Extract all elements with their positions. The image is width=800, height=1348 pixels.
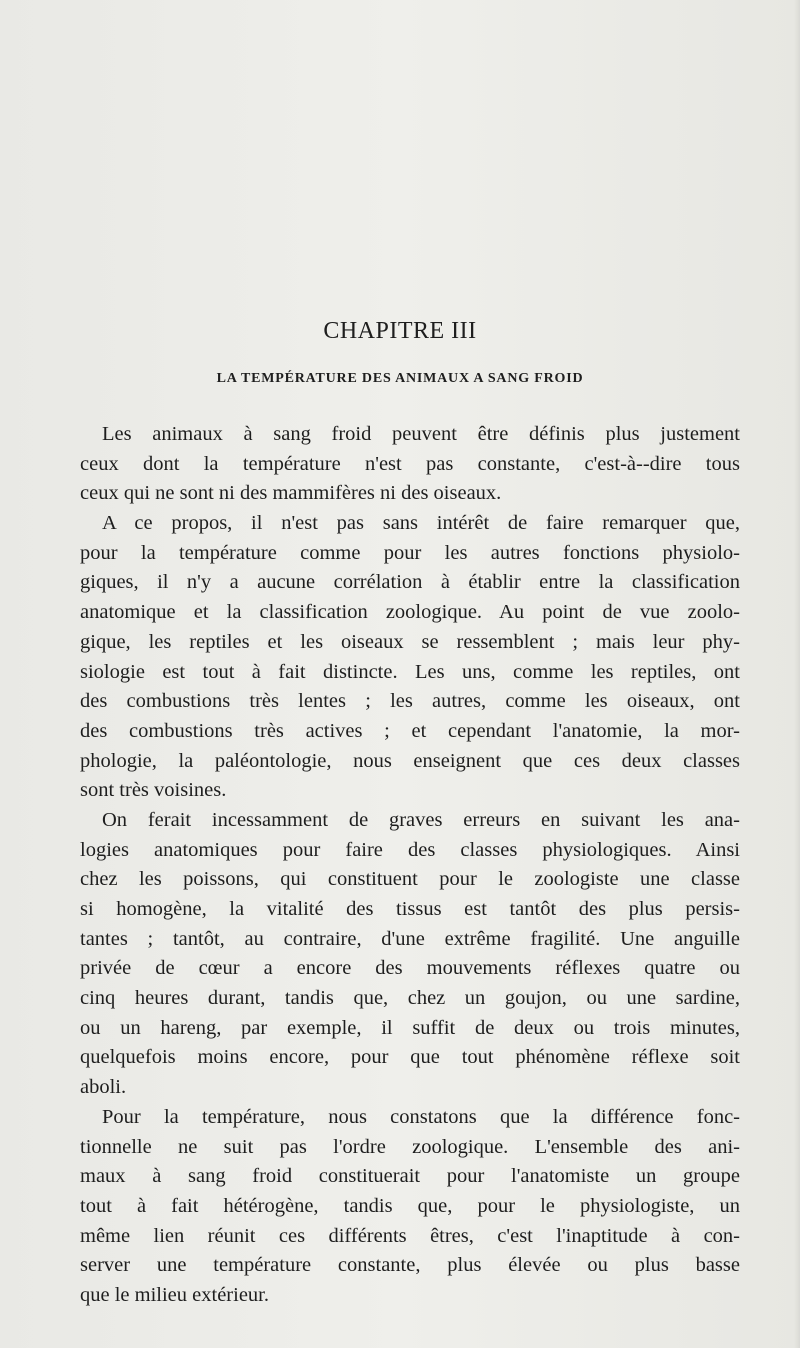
text-line: logies anatomiques pour faire des classes physiologiques. Ainsi: [80, 838, 740, 861]
text-line: ceux qui ne sont ni des mammifères ni des oiseaux.: [80, 482, 502, 505]
text-line: pour la température comme pour les autres fonctions physiolo-: [80, 541, 740, 564]
text-line: giques, il n'y a aucune corrélation à établir entre la classification: [80, 571, 740, 594]
text-line: cinq heures durant, tandis que, chez un goujon, ou une sardine,: [80, 987, 740, 1010]
text-line: On ferait incessamment de graves erreurs en suivant les ana-: [102, 808, 740, 831]
text-line: des combustions très actives ; et cependant l'anatomie, la mor-: [80, 719, 740, 742]
text-line: même lien réunit ces différents êtres, c'est l'inaptitude à con-: [80, 1224, 740, 1247]
page-edge-shadow: [794, 0, 800, 1348]
text-line: phologie, la paléontologie, nous enseignent que ces deux classes: [80, 749, 740, 772]
text-line: que le milieu extérieur.: [80, 1283, 269, 1306]
text-line: des combustions très lentes ; les autres, comme les oiseaux, ont: [80, 690, 740, 713]
chapter-title: CHAPITRE III: [323, 318, 477, 344]
body-text: [80, 420, 740, 1311]
text-line: server une température constante, plus élevée ou plus basse: [80, 1254, 740, 1277]
text-line: anatomique et la classification zoologique. Au point de vue zoolo-: [80, 601, 740, 624]
text-line: tantes ; tantôt, au contraire, d'une extrême fragilité. Une anguille: [80, 927, 740, 950]
text-line: sont très voisines.: [80, 779, 227, 802]
text-line: quelquefois moins encore, pour que tout phénomène réflexe soit: [80, 1046, 740, 1069]
text-line: Les animaux à sang froid peuvent être définis plus justement: [102, 423, 740, 445]
text-line: chez les poissons, qui constituent pour le zoologiste une classe: [80, 868, 740, 891]
text-line: maux à sang froid constituerait pour l'anatomiste un groupe: [80, 1165, 740, 1188]
text-line: ou un hareng, par exemple, il suffit de deux ou trois minutes,: [80, 1016, 740, 1039]
text-line: privée de cœur a encore des mouvements réflexes quatre ou: [80, 957, 740, 980]
text-line: A ce propos, il n'est pas sans intérêt de faire remarquer que,: [102, 512, 740, 535]
text-line: ceux dont la température n'est pas constante, c'est-à--dire tous: [80, 452, 740, 475]
text-line: siologie est tout à fait distincte. Les uns, comme les reptiles, ont: [80, 660, 740, 683]
text-line: Pour la température, nous constatons que la différence fonc-: [102, 1105, 740, 1128]
chapter-subtitle: LA TEMPÉRATURE DES ANIMAUX A SANG FROID: [216, 371, 584, 386]
text-line: aboli.: [80, 1076, 127, 1099]
text-line: si homogène, la vitalité des tissus est tantôt des plus persis-: [80, 898, 740, 920]
text-line: tout à fait hétérogène, tandis que, pour le physiologiste, un: [80, 1194, 740, 1217]
text-line: tionnelle ne suit pas l'ordre zoologique. L'ensemble des ani-: [80, 1135, 740, 1158]
text-line: gique, les reptiles et les oiseaux se ressemblent ; mais leur phy-: [80, 630, 740, 653]
